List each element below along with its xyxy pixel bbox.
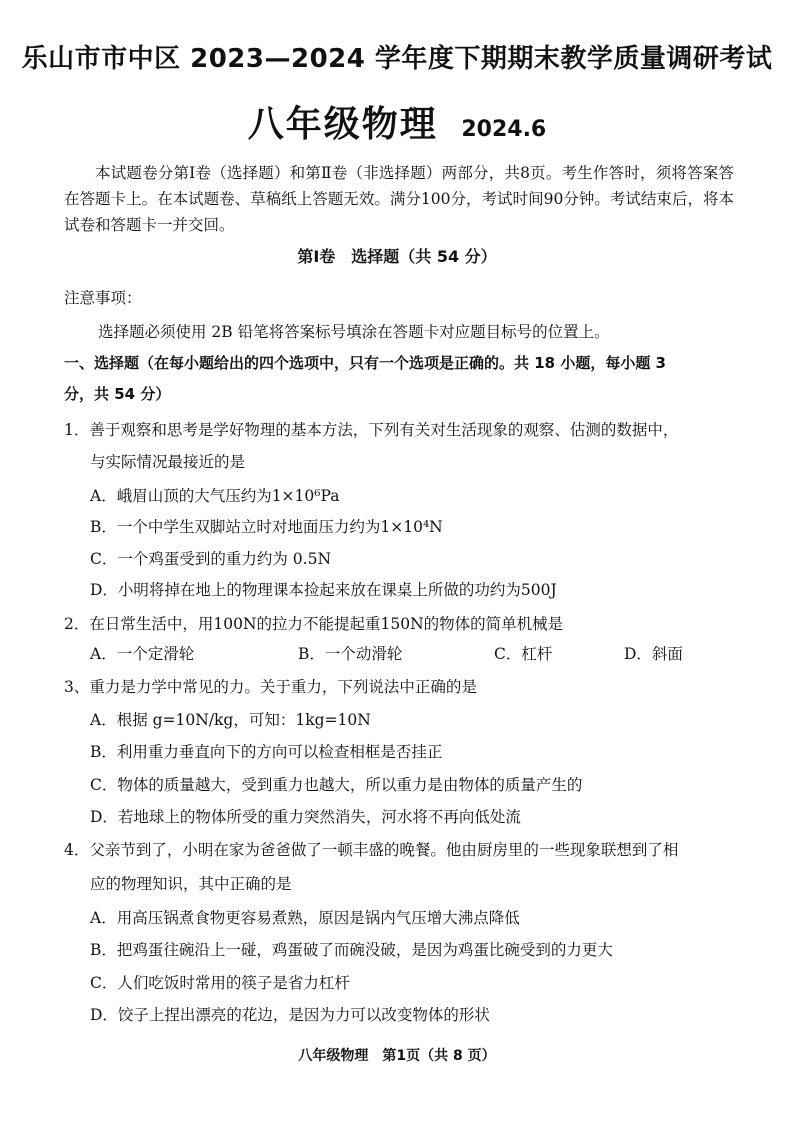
subject-name: 八年级物理	[247, 104, 438, 145]
question-3-option-c: C．物体的质量越大，受到重力也越大，所以重力是由物体的质量产生的	[90, 776, 583, 794]
question-1-stem: 1．善于观察和思考是学好物理的基本方法，下列有关对生活现象的观察、估测的数据中，	[64, 421, 679, 439]
question-3-option-a: A．根据 g=10N/kg，可知：1kg=10N	[90, 711, 371, 729]
question-1-option-d: D．小明将掉在地上的物理课本捡起来放在课桌上所做的功约为500J	[90, 581, 557, 599]
question-1-stem-cont: 与实际情况最接近的是	[90, 453, 246, 471]
question-3-option-d: D．若地球上的物体所受的重力突然消失，河水将不再向低处流	[90, 808, 521, 826]
question-4-stem: 4．父亲节到了，小明在家为爸爸做了一顿丰盛的晚餐。他由厨房里的一些现象联想到了相	[64, 841, 679, 859]
question-1-option-b: B．一个中学生双脚站立时对地面压力约为1×10⁴N	[90, 518, 443, 536]
question-4-option-a: A．用高压锅煮食物更容易煮熟，原因是锅内气压增大沸点降低	[90, 909, 520, 927]
question-4-option-c: C．人们吃饭时常用的筷子是省力杠杆	[90, 974, 350, 992]
question-2-option-c: C．杠杆	[494, 645, 553, 663]
notes-title: 注意事项：	[64, 289, 142, 307]
subject-heading	[0, 96, 794, 147]
section-title: 第Ⅰ卷 选择题（共 54 分）	[297, 247, 497, 266]
part-heading-line1: 一、选择题（在每小题给出的四个选项中，只有一个选项是正确的。共 18 小题，每小题 3	[64, 354, 666, 372]
exam-date: 2024.6	[461, 117, 547, 142]
page-footer: 八年级物理 第1页（共 8 页）	[298, 1048, 496, 1064]
question-2-stem: 2．在日常生活中，用100N的拉力不能提起重150N的物体的简单机械是	[64, 615, 564, 633]
question-4-stem-cont: 应的物理知识，其中正确的是	[90, 875, 292, 893]
question-4-option-d: D．饺子上捏出漂亮的花边，是因为力可以改变物体的形状	[90, 1006, 490, 1024]
part-heading-line2: 分，共 54 分）	[64, 385, 171, 403]
question-3-stem: 3、重力是力学中常见的力。关于重力，下列说法中正确的是	[64, 678, 477, 696]
question-3-option-b: B．利用重力垂直向下的方向可以检查相框是否挂正	[90, 743, 443, 761]
exam-title: 乐山市市中区 2023—2024 学年度下期期末教学质量调研考试	[21, 44, 773, 74]
question-2-option-d: D．斜面	[624, 645, 683, 663]
question-2-option-b: B．一个动滑轮	[298, 645, 403, 663]
intro-paragraph: 本试题卷分第Ⅰ卷（选择题）和第Ⅱ卷（非选择题）两部分，共8页。考生作答时，须将答案答在答题卡上。在本试题卷、草稿纸上答题无效。满分100分，考试时间90分钟。考试结束后，将本试卷和答题卡一并交回。	[64, 164, 734, 234]
question-2-option-a: A．一个定滑轮	[90, 645, 195, 663]
notes-body: 选择题必须使用 2B 铅笔将答案标号填涂在答题卡对应题目标号的位置上。	[98, 323, 610, 341]
question-1-option-c: C．一个鸡蛋受到的重力约为 0.5N	[90, 550, 332, 568]
question-4-option-b: B．把鸡蛋往碗沿上一碰，鸡蛋破了而碗没破，是因为鸡蛋比碗受到的力更大	[90, 941, 613, 959]
question-1-option-a: A．峨眉山顶的大气压约为1×10⁶Pa	[90, 487, 340, 505]
